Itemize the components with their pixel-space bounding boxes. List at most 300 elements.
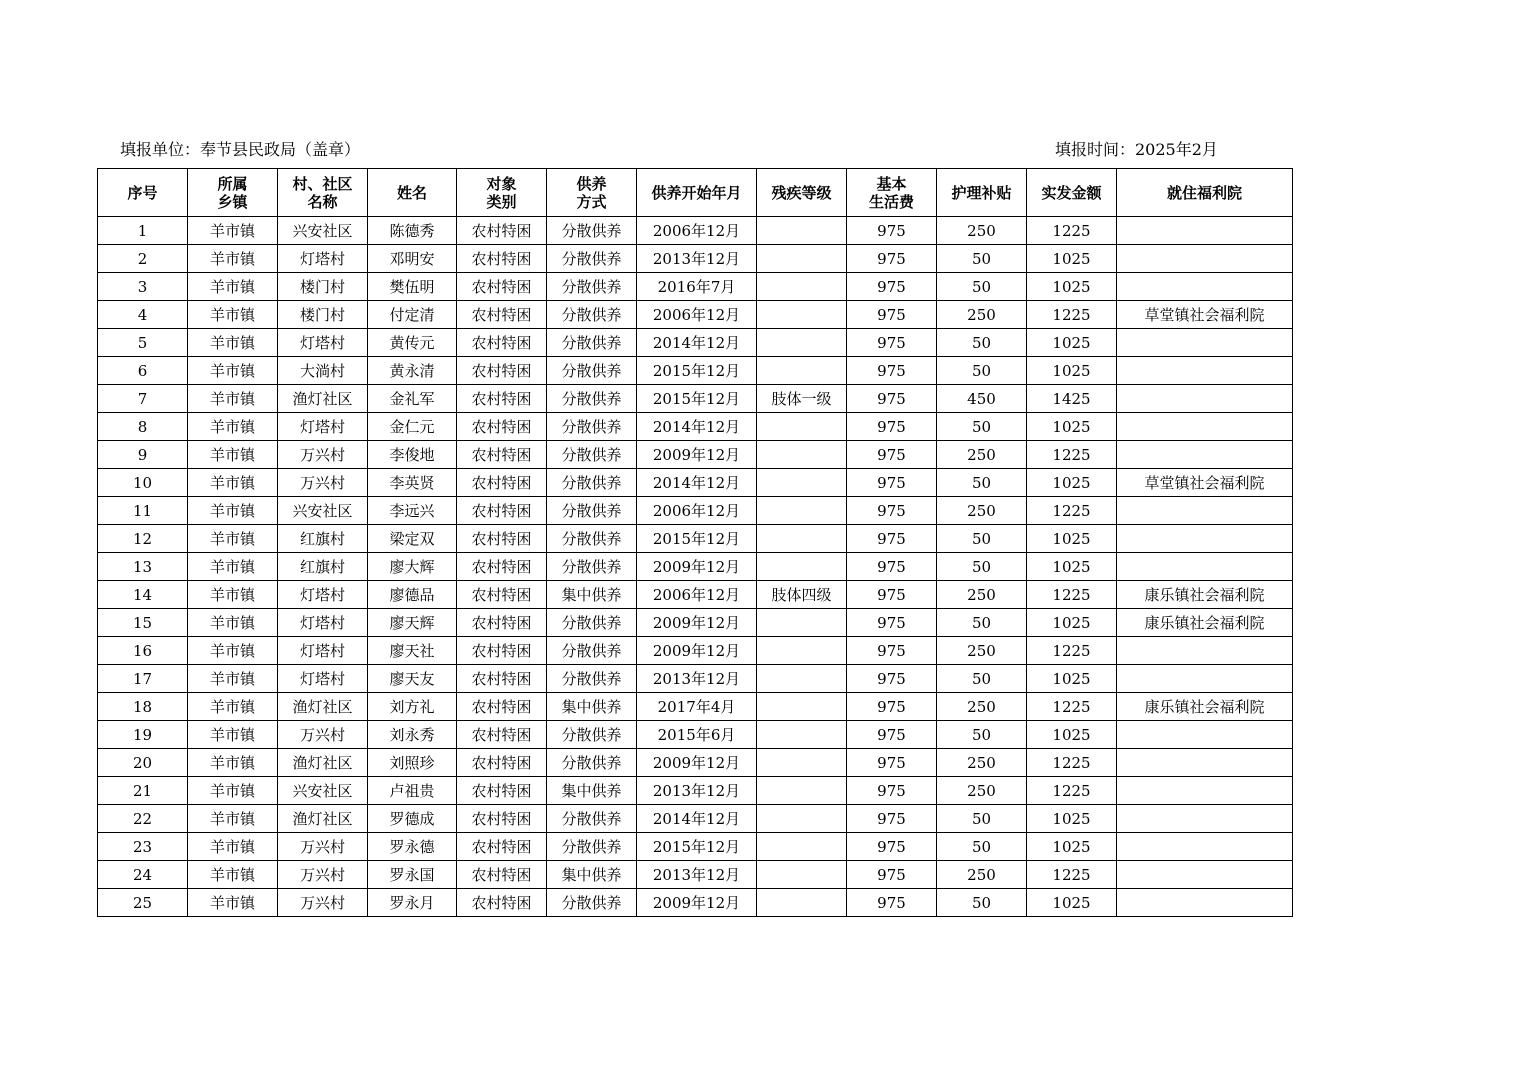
table-cell: 2013年12月	[637, 861, 757, 889]
column-header	[1027, 169, 1117, 217]
table-cell: 廖大辉	[368, 553, 457, 581]
table-cell: 975	[847, 749, 937, 777]
table-cell: 灯塔村	[278, 329, 368, 357]
table-cell: 975	[847, 693, 937, 721]
table-cell: 兴安社区	[278, 497, 368, 525]
table-cell: 50	[937, 833, 1027, 861]
table-cell: 农村特困	[457, 357, 547, 385]
table-cell: 农村特困	[457, 217, 547, 245]
table-cell: 250	[937, 693, 1027, 721]
table-row	[98, 301, 1293, 329]
table-cell: 25	[98, 889, 188, 917]
table-cell: 农村特困	[457, 805, 547, 833]
table-cell: 5	[98, 329, 188, 357]
table-cell: 康乐镇社会福利院	[1117, 581, 1293, 609]
table-cell	[1117, 833, 1293, 861]
table-cell: 1025	[1027, 665, 1117, 693]
table-cell: 羊市镇	[188, 469, 278, 497]
table-cell	[1117, 777, 1293, 805]
table-row	[98, 777, 1293, 805]
table-body	[98, 217, 1293, 917]
table-cell: 250	[937, 301, 1027, 329]
table-cell: 分散供养	[547, 469, 637, 497]
table-cell: 2009年12月	[637, 609, 757, 637]
table-cell	[757, 441, 847, 469]
table-cell	[757, 749, 847, 777]
table-cell: 2014年12月	[637, 329, 757, 357]
table-row	[98, 497, 1293, 525]
table-cell	[1117, 273, 1293, 301]
table-cell: 分散供养	[547, 637, 637, 665]
table-cell: 渔灯社区	[278, 749, 368, 777]
table-cell	[1117, 329, 1293, 357]
table-cell: 红旗村	[278, 525, 368, 553]
table-cell: 陈德秀	[368, 217, 457, 245]
table-cell: 羊市镇	[188, 833, 278, 861]
table-cell	[1117, 217, 1293, 245]
table-cell: 1425	[1027, 385, 1117, 413]
table-cell: 羊市镇	[188, 245, 278, 273]
table-cell: 975	[847, 861, 937, 889]
table-cell: 分散供养	[547, 217, 637, 245]
table-cell: 付定清	[368, 301, 457, 329]
table-cell: 分散供养	[547, 497, 637, 525]
table-cell: 975	[847, 553, 937, 581]
table-cell: 分散供养	[547, 441, 637, 469]
table-cell	[757, 861, 847, 889]
table-cell	[1117, 889, 1293, 917]
column-header-label: 生活费	[868, 192, 914, 211]
column-header-label: 实发金额	[1041, 183, 1102, 202]
table-cell: 2009年12月	[637, 637, 757, 665]
table-cell: 2015年12月	[637, 833, 757, 861]
table-cell: 金仁元	[368, 413, 457, 441]
table-cell: 975	[847, 665, 937, 693]
reporting-unit: 填报单位：奉节县民政局（盖章）	[120, 140, 361, 159]
table-cell: 灯塔村	[278, 665, 368, 693]
table-cell: 975	[847, 245, 937, 273]
table-cell: 灯塔村	[278, 413, 368, 441]
table-cell	[1117, 665, 1293, 693]
table-cell: 农村特困	[457, 441, 547, 469]
table-row	[98, 525, 1293, 553]
table-cell: 羊市镇	[188, 385, 278, 413]
table-cell: 1225	[1027, 497, 1117, 525]
table-cell	[1117, 805, 1293, 833]
table-cell	[757, 525, 847, 553]
table-cell: 50	[937, 805, 1027, 833]
table-cell: 20	[98, 749, 188, 777]
table-cell: 渔灯社区	[278, 693, 368, 721]
table-cell: 975	[847, 357, 937, 385]
table-cell: 975	[847, 273, 937, 301]
table-cell	[757, 721, 847, 749]
table-cell: 羊市镇	[188, 665, 278, 693]
table-cell: 50	[937, 553, 1027, 581]
table-cell	[757, 413, 847, 441]
table-row	[98, 441, 1293, 469]
column-header-label: 基本	[876, 174, 907, 193]
table-cell: 975	[847, 833, 937, 861]
table-cell	[1117, 357, 1293, 385]
table-cell: 羊市镇	[188, 777, 278, 805]
table-row	[98, 889, 1293, 917]
table-cell: 4	[98, 301, 188, 329]
table-cell: 975	[847, 637, 937, 665]
table-cell: 1225	[1027, 693, 1117, 721]
table-row	[98, 329, 1293, 357]
column-header	[188, 169, 278, 217]
table-cell: 羊市镇	[188, 413, 278, 441]
table-cell: 50	[937, 889, 1027, 917]
table-cell: 万兴村	[278, 861, 368, 889]
table-cell	[757, 245, 847, 273]
table-cell: 975	[847, 217, 937, 245]
table-cell: 分散供养	[547, 301, 637, 329]
table-cell: 卢祖贵	[368, 777, 457, 805]
table-cell: 羊市镇	[188, 637, 278, 665]
table-cell: 刘方礼	[368, 693, 457, 721]
column-header	[368, 169, 457, 217]
table-cell	[1117, 749, 1293, 777]
table-cell: 2006年12月	[637, 217, 757, 245]
column-header	[637, 169, 757, 217]
table-cell: 肢体一级	[757, 385, 847, 413]
table-cell: 2013年12月	[637, 665, 757, 693]
column-header-label: 残疾等级	[771, 183, 832, 202]
table-cell: 羊市镇	[188, 329, 278, 357]
table-cell	[757, 301, 847, 329]
table-cell: 农村特困	[457, 777, 547, 805]
table-cell	[757, 805, 847, 833]
table-cell: 2014年12月	[637, 413, 757, 441]
table-cell: 分散供养	[547, 525, 637, 553]
table-cell: 分散供养	[547, 609, 637, 637]
table-cell: 10	[98, 469, 188, 497]
table-cell: 18	[98, 693, 188, 721]
recipient-table	[97, 168, 1293, 917]
table-cell	[1117, 637, 1293, 665]
table-cell: 农村特困	[457, 749, 547, 777]
table-cell: 羊市镇	[188, 609, 278, 637]
table-cell: 罗永月	[368, 889, 457, 917]
table-cell: 975	[847, 721, 937, 749]
table-cell: 50	[937, 245, 1027, 273]
table-cell: 农村特困	[457, 693, 547, 721]
table-row	[98, 861, 1293, 889]
table-row	[98, 693, 1293, 721]
table-cell: 灯塔村	[278, 637, 368, 665]
table-cell: 草堂镇社会福利院	[1117, 469, 1293, 497]
table-cell: 集中供养	[547, 693, 637, 721]
table-cell	[1117, 441, 1293, 469]
table-cell: 12	[98, 525, 188, 553]
table-cell	[757, 469, 847, 497]
table-cell: 1025	[1027, 329, 1117, 357]
table-cell: 22	[98, 805, 188, 833]
table-cell: 50	[937, 609, 1027, 637]
table-cell: 农村特困	[457, 413, 547, 441]
table-cell: 分散供养	[547, 385, 637, 413]
table-cell: 农村特困	[457, 245, 547, 273]
table-cell	[757, 357, 847, 385]
table-cell: 13	[98, 553, 188, 581]
table-cell: 1225	[1027, 301, 1117, 329]
table-cell: 50	[937, 357, 1027, 385]
table-cell: 农村特困	[457, 833, 547, 861]
table-cell: 集中供养	[547, 861, 637, 889]
table-cell: 2014年12月	[637, 469, 757, 497]
table-cell	[757, 777, 847, 805]
table-cell: 1	[98, 217, 188, 245]
table-cell: 分散供养	[547, 329, 637, 357]
table-cell: 1025	[1027, 721, 1117, 749]
table-cell: 2015年12月	[637, 357, 757, 385]
table-cell: 975	[847, 413, 937, 441]
table-cell: 975	[847, 329, 937, 357]
column-header-label: 序号	[127, 183, 158, 202]
table-cell: 羊市镇	[188, 805, 278, 833]
table-cell: 楼门村	[278, 273, 368, 301]
table-row	[98, 245, 1293, 273]
table-cell: 2014年12月	[637, 805, 757, 833]
table-cell: 农村特困	[457, 721, 547, 749]
table-cell: 250	[937, 217, 1027, 245]
table-cell: 农村特困	[457, 889, 547, 917]
table-row	[98, 357, 1293, 385]
table-cell: 廖天社	[368, 637, 457, 665]
table-cell: 2015年6月	[637, 721, 757, 749]
table-cell: 250	[937, 637, 1027, 665]
table-cell: 廖天辉	[368, 609, 457, 637]
column-header-label: 护理补贴	[951, 183, 1012, 202]
table-cell: 250	[937, 581, 1027, 609]
table-cell: 1025	[1027, 609, 1117, 637]
table-cell: 50	[937, 329, 1027, 357]
table-row	[98, 609, 1293, 637]
table-cell: 分散供养	[547, 273, 637, 301]
table-cell: 灯塔村	[278, 609, 368, 637]
table-cell: 2013年12月	[637, 777, 757, 805]
table-cell: 集中供养	[547, 777, 637, 805]
table-cell: 2	[98, 245, 188, 273]
table-cell: 廖天友	[368, 665, 457, 693]
table-cell: 16	[98, 637, 188, 665]
table-cell: 农村特困	[457, 385, 547, 413]
table-cell: 21	[98, 777, 188, 805]
table-cell: 羊市镇	[188, 301, 278, 329]
table-cell	[757, 273, 847, 301]
column-header	[937, 169, 1027, 217]
table-cell: 羊市镇	[188, 721, 278, 749]
table-cell: 羊市镇	[188, 441, 278, 469]
table-cell: 羊市镇	[188, 749, 278, 777]
table-cell: 50	[937, 273, 1027, 301]
table-cell: 1025	[1027, 273, 1117, 301]
table-row	[98, 385, 1293, 413]
column-header-label: 乡镇	[217, 192, 248, 211]
table-cell	[1117, 245, 1293, 273]
table-cell: 分散供养	[547, 413, 637, 441]
table-cell: 15	[98, 609, 188, 637]
table-cell: 刘永秀	[368, 721, 457, 749]
table-cell: 农村特困	[457, 609, 547, 637]
table-cell: 渔灯社区	[278, 805, 368, 833]
column-header	[847, 169, 937, 217]
table-cell: 8	[98, 413, 188, 441]
table-cell: 1025	[1027, 553, 1117, 581]
column-header-label: 姓名	[396, 183, 427, 202]
table-cell	[1117, 385, 1293, 413]
table-cell: 250	[937, 777, 1027, 805]
table-cell: 李远兴	[368, 497, 457, 525]
table-cell: 农村特困	[457, 525, 547, 553]
table-cell: 羊市镇	[188, 581, 278, 609]
table-row	[98, 217, 1293, 245]
table-cell: 1025	[1027, 889, 1117, 917]
column-header-label: 供养开始年月	[651, 183, 742, 202]
column-header-label: 就住福利院	[1166, 183, 1242, 202]
table-row	[98, 637, 1293, 665]
table-cell: 2009年12月	[637, 553, 757, 581]
table-cell: 975	[847, 805, 937, 833]
table-cell: 草堂镇社会福利院	[1117, 301, 1293, 329]
table-cell: 2006年12月	[637, 581, 757, 609]
table-cell	[757, 833, 847, 861]
table-cell: 1225	[1027, 861, 1117, 889]
column-header-label: 名称	[307, 192, 338, 211]
table-row	[98, 413, 1293, 441]
table-cell: 1225	[1027, 217, 1117, 245]
table-cell	[757, 497, 847, 525]
table-cell: 1025	[1027, 525, 1117, 553]
table-cell: 万兴村	[278, 469, 368, 497]
table-row	[98, 553, 1293, 581]
table-cell: 50	[937, 469, 1027, 497]
table-cell: 250	[937, 861, 1027, 889]
table-row	[98, 581, 1293, 609]
table-cell: 2009年12月	[637, 889, 757, 917]
table-cell: 渔灯社区	[278, 385, 368, 413]
table-cell: 975	[847, 441, 937, 469]
table-cell: 兴安社区	[278, 777, 368, 805]
table-cell: 灯塔村	[278, 245, 368, 273]
table-cell: 1225	[1027, 777, 1117, 805]
table-cell: 羊市镇	[188, 273, 278, 301]
table-row	[98, 469, 1293, 497]
table-cell: 农村特困	[457, 301, 547, 329]
table-cell: 11	[98, 497, 188, 525]
table-cell: 2006年12月	[637, 497, 757, 525]
table-cell: 羊市镇	[188, 497, 278, 525]
table-cell: 万兴村	[278, 889, 368, 917]
table-cell: 廖德品	[368, 581, 457, 609]
table-cell: 邓明安	[368, 245, 457, 273]
column-header	[757, 169, 847, 217]
table-row	[98, 805, 1293, 833]
table-cell: 50	[937, 525, 1027, 553]
table-cell: 2015年12月	[637, 385, 757, 413]
table-cell	[757, 693, 847, 721]
table-cell: 农村特困	[457, 637, 547, 665]
table-cell: 金礼军	[368, 385, 457, 413]
table-cell	[1117, 525, 1293, 553]
table-cell: 975	[847, 609, 937, 637]
table-cell: 7	[98, 385, 188, 413]
table-cell: 农村特困	[457, 273, 547, 301]
table-cell: 975	[847, 497, 937, 525]
table-cell: 肢体四级	[757, 581, 847, 609]
table-cell: 万兴村	[278, 833, 368, 861]
table-cell: 1225	[1027, 441, 1117, 469]
table-cell: 农村特困	[457, 497, 547, 525]
table-cell: 刘照珍	[368, 749, 457, 777]
table-cell: 李俊地	[368, 441, 457, 469]
table-cell: 梁定双	[368, 525, 457, 553]
table-cell	[1117, 553, 1293, 581]
table-cell: 50	[937, 721, 1027, 749]
table-cell: 农村特困	[457, 469, 547, 497]
table-cell: 农村特困	[457, 581, 547, 609]
table-cell: 灯塔村	[278, 581, 368, 609]
table-cell: 2006年12月	[637, 301, 757, 329]
table-cell: 农村特困	[457, 329, 547, 357]
table-cell: 农村特困	[457, 553, 547, 581]
table-cell: 975	[847, 889, 937, 917]
table-cell	[1117, 497, 1293, 525]
column-header	[547, 169, 637, 217]
table-cell: 250	[937, 497, 1027, 525]
table-row	[98, 665, 1293, 693]
table-cell: 樊伍明	[368, 273, 457, 301]
table-cell: 康乐镇社会福利院	[1117, 609, 1293, 637]
table-cell: 975	[847, 525, 937, 553]
table-cell: 975	[847, 301, 937, 329]
table-cell: 农村特困	[457, 665, 547, 693]
table-cell: 24	[98, 861, 188, 889]
table-cell: 14	[98, 581, 188, 609]
table-cell: 1225	[1027, 581, 1117, 609]
table-cell	[757, 609, 847, 637]
table-cell: 万兴村	[278, 721, 368, 749]
table-cell: 羊市镇	[188, 525, 278, 553]
table-cell: 3	[98, 273, 188, 301]
table-cell: 羊市镇	[188, 693, 278, 721]
table-cell: 975	[847, 385, 937, 413]
table-cell: 分散供养	[547, 357, 637, 385]
table-cell: 羊市镇	[188, 357, 278, 385]
table-cell: 2015年12月	[637, 525, 757, 553]
table-cell	[757, 217, 847, 245]
table-row	[98, 721, 1293, 749]
column-header-label: 类别	[486, 192, 517, 211]
table-cell: 1025	[1027, 805, 1117, 833]
reporting-time: 填报时间：2025年2月	[1055, 140, 1218, 159]
table-cell	[757, 329, 847, 357]
table-cell: 1225	[1027, 637, 1117, 665]
table-cell: 集中供养	[547, 581, 637, 609]
table-cell	[757, 637, 847, 665]
column-header	[1117, 169, 1293, 217]
table-cell: 19	[98, 721, 188, 749]
table-header-row	[98, 169, 1293, 217]
table-cell	[1117, 861, 1293, 889]
table-cell: 分散供养	[547, 749, 637, 777]
table-cell: 兴安社区	[278, 217, 368, 245]
table-cell: 分散供养	[547, 833, 637, 861]
table-cell: 17	[98, 665, 188, 693]
column-header-label: 方式	[576, 192, 607, 211]
